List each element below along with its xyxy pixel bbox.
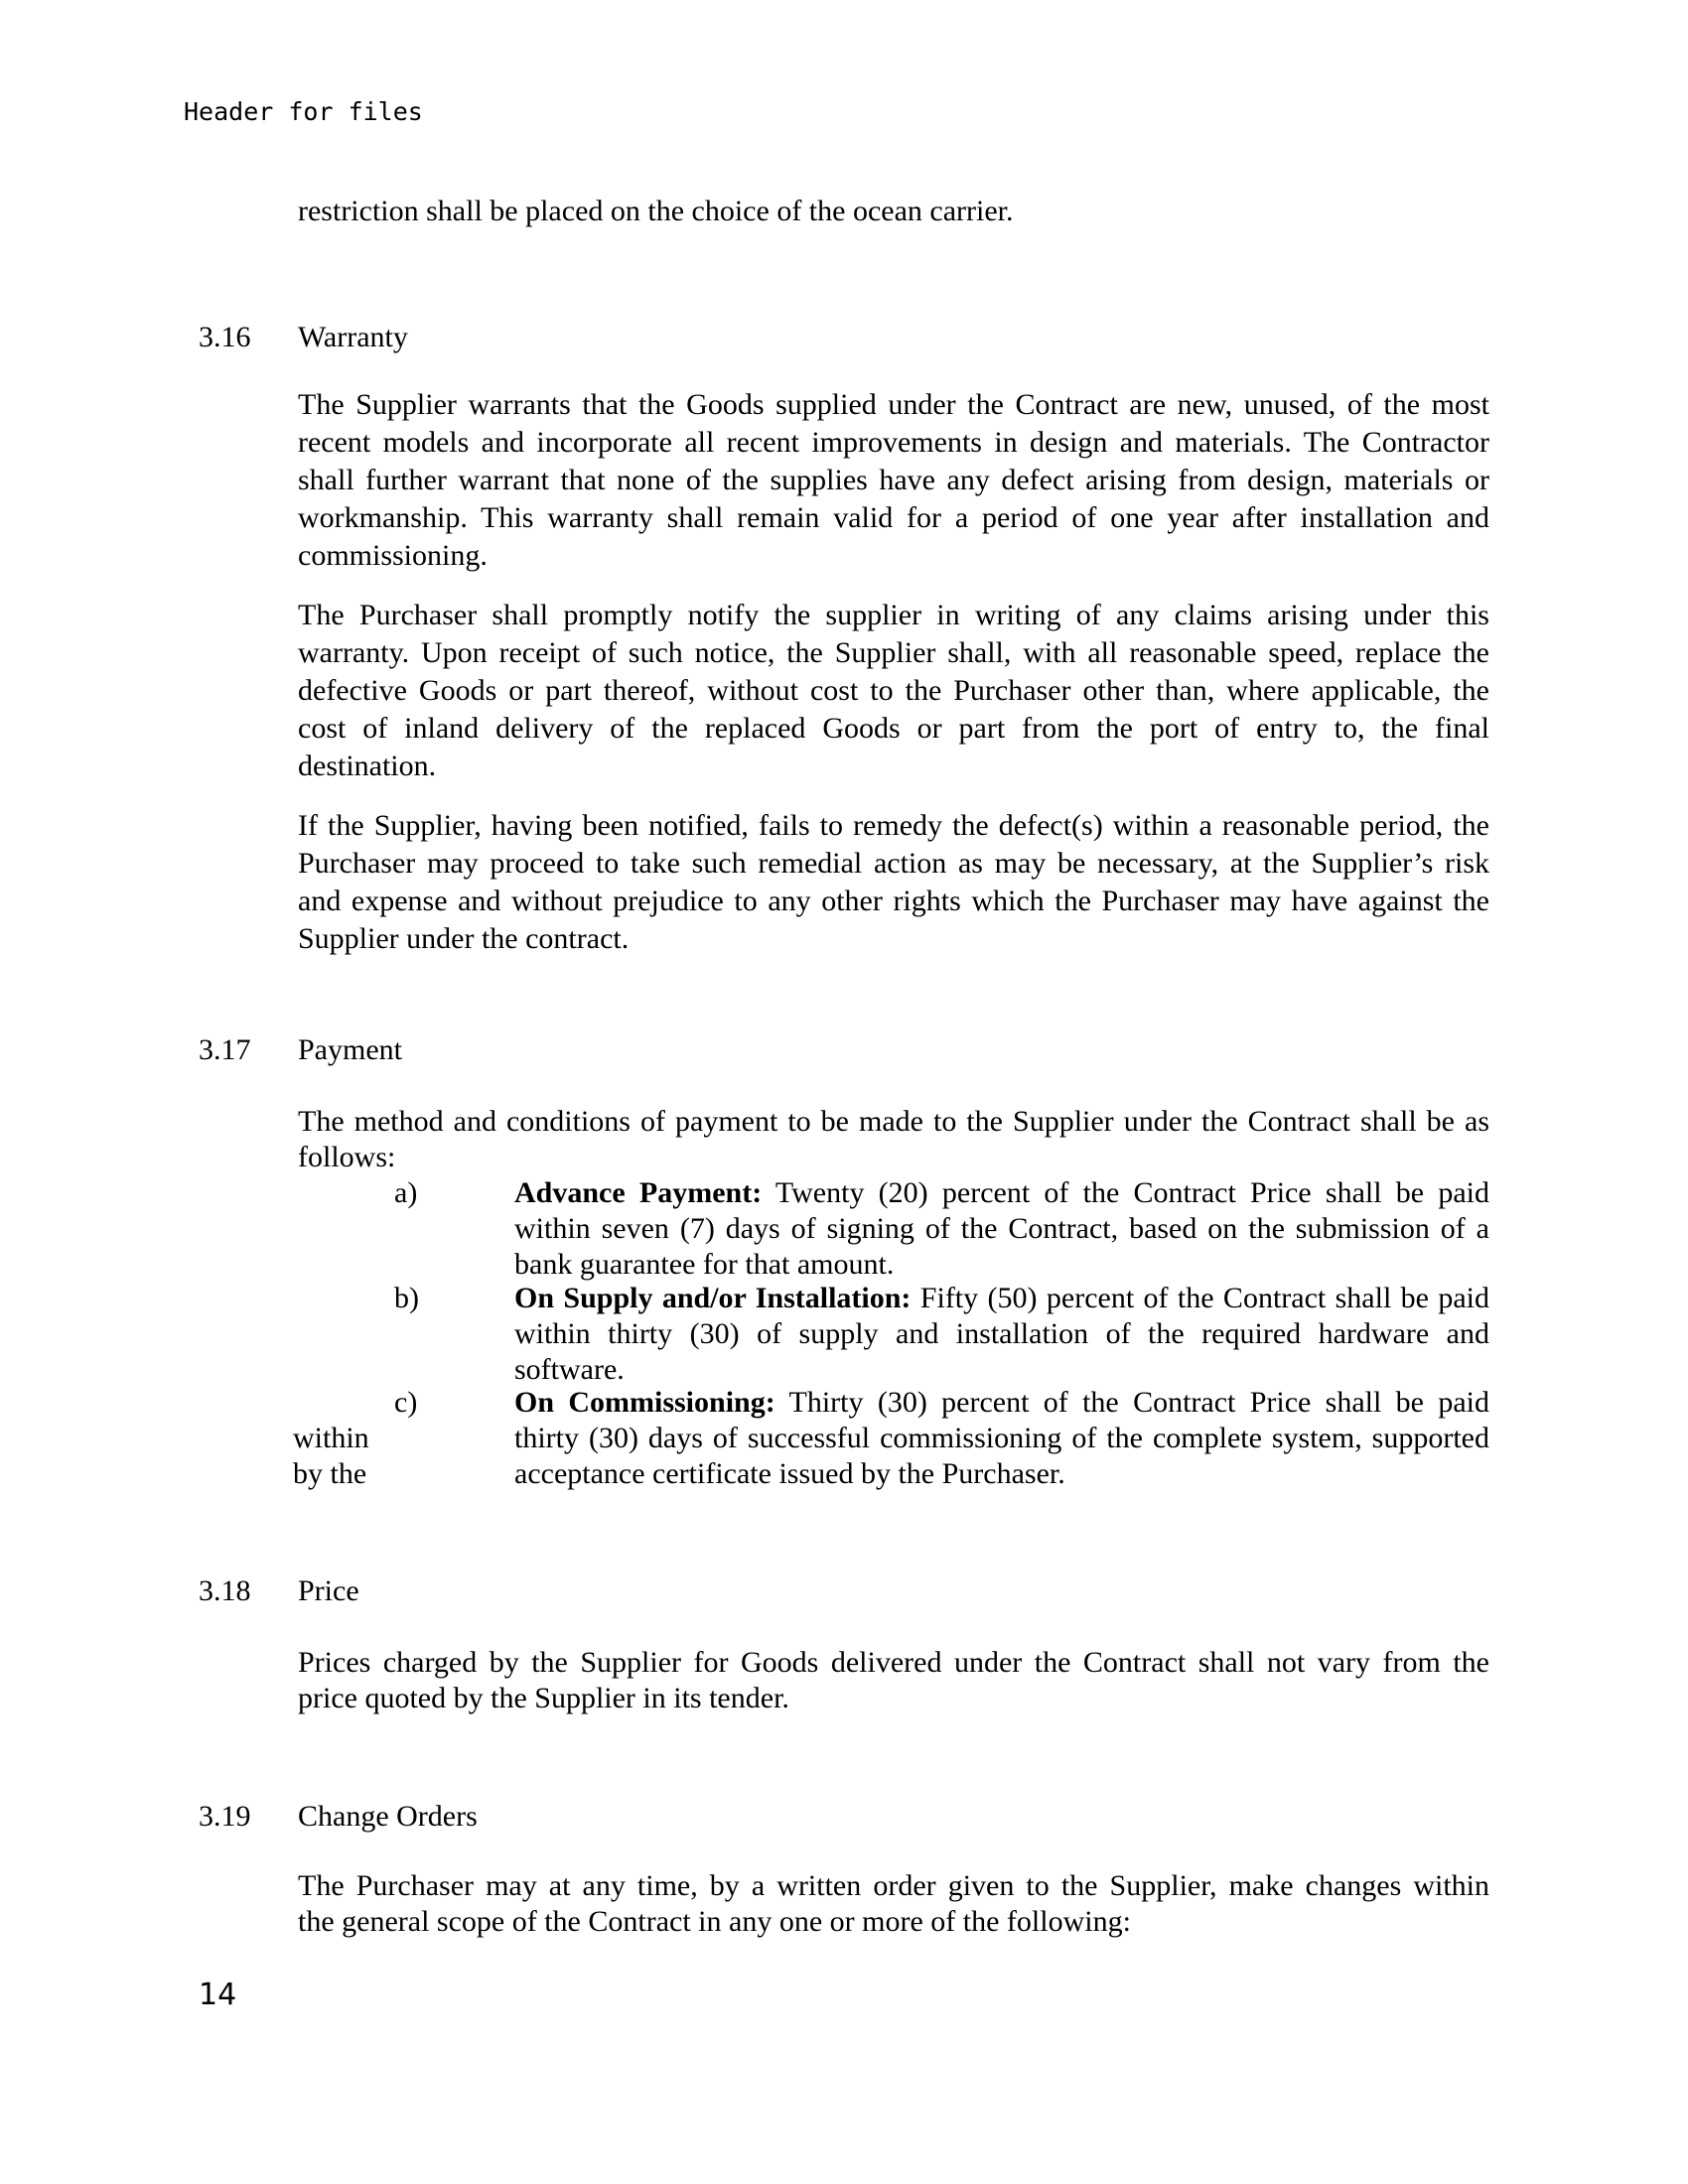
text-line: cost of inland delivery of the replaced Goods or part from the port of entry to, the final <box>298 712 1489 745</box>
paragraph <box>298 1645 1489 1716</box>
list-item-text <box>514 1281 1489 1388</box>
section-number: 3.17 <box>199 1033 251 1066</box>
text-line: the general scope of the Contract in any one or more of the following: <box>298 1905 1131 1938</box>
list-marker: a) <box>394 1176 418 1209</box>
text-line: bank guarantee for that amount. <box>514 1248 895 1281</box>
section-title: Payment <box>298 1033 402 1066</box>
list-item-first-line: Fifty (50) percent of the Contract shall be paid <box>919 1282 1490 1314</box>
text-line <box>514 1175 1489 1211</box>
page-number: 14 <box>199 1978 237 2012</box>
text-line: workmanship. This warranty shall remain valid for a period of one year after installation and <box>298 501 1489 534</box>
list-marker: b) <box>394 1282 419 1314</box>
page-header-text: Header for files <box>184 97 423 126</box>
section-title: Price <box>298 1574 359 1607</box>
section-number: 3.19 <box>199 1800 251 1833</box>
list-item-label: On Supply and/or Installation: <box>514 1282 912 1314</box>
list-marker: c) <box>394 1386 418 1419</box>
paragraph <box>298 1104 1489 1175</box>
text-line: price quoted by the Supplier in its tender. <box>298 1682 789 1714</box>
paragraph <box>298 386 1489 575</box>
margin-word: within <box>293 1422 369 1454</box>
continuation-paragraph: restriction shall be placed on the choice of the ocean carrier. <box>298 195 1014 227</box>
text-line: within thirty (30) of supply and installation of the required hardware and <box>514 1317 1489 1350</box>
text-line: The method and conditions of payment to be made to the Supplier under the Contract shall be as <box>298 1105 1489 1138</box>
text-line: defective Goods or part thereof, without cost to the Purchaser other than, where applicable, the <box>298 674 1489 707</box>
text-line: If the Supplier, having been notified, fails to remedy the defect(s) within a reasonable period, the <box>298 809 1489 842</box>
paragraph <box>298 807 1489 958</box>
text-line: shall further warrant that none of the supplies have any defect arising from design, materials or <box>298 464 1489 496</box>
list-item-lines <box>514 1316 1489 1388</box>
text-line: Prices charged by the Supplier for Goods delivered under the Contract shall not vary from the <box>298 1646 1489 1679</box>
text-line: within seven (7) days of signing of the Contract, based on the submission of a <box>514 1212 1489 1245</box>
section-title: Change Orders <box>298 1800 478 1833</box>
text-line: The Supplier warrants that the Goods supplied under the Contract are new, unused, of the most <box>298 388 1489 421</box>
list-item-text <box>514 1175 1489 1283</box>
list-item-label: Advance Payment: <box>514 1176 763 1209</box>
text-line: recent models and incorporate all recent improvements in design and materials. The Contractor <box>298 426 1489 459</box>
list-item-first-line: Twenty (20) percent of the Contract Price shall be paid <box>774 1176 1489 1209</box>
section-number: 3.18 <box>199 1574 251 1607</box>
text-line: destination. <box>298 750 437 782</box>
text-line <box>514 1385 1489 1421</box>
list-item-text <box>514 1385 1489 1492</box>
text-line: thirty (30) days of successful commissioning of the complete system, supported <box>514 1422 1489 1454</box>
section-title: Warranty <box>298 321 408 353</box>
text-line <box>514 1281 1489 1316</box>
text-line: Supplier under the contract. <box>298 922 630 955</box>
section-number: 3.16 <box>199 321 251 353</box>
text-line: The Purchaser shall promptly notify the supplier in writing of any claims arising under this <box>298 599 1489 631</box>
text-line: acceptance certificate issued by the Purchaser. <box>514 1457 1065 1490</box>
text-line: The Purchaser may at any time, by a written order given to the Supplier, make changes within <box>298 1869 1489 1902</box>
list-item-label: On Commissioning: <box>514 1386 775 1419</box>
margin-word: by the <box>293 1457 367 1490</box>
text-line: warranty. Upon receipt of such notice, the Supplier shall, with all reasonable speed, replace the <box>298 636 1489 669</box>
text-line: Purchaser may proceed to take such remedial action as may be necessary, at the Supplier’s risk <box>298 847 1489 880</box>
list-item-lines <box>514 1211 1489 1283</box>
text-line: and expense and without prejudice to any other rights which the Purchaser may have against the <box>298 885 1489 917</box>
text-line: follows: <box>298 1141 396 1173</box>
text-line: software. <box>514 1353 625 1386</box>
list-item-first-line: Thirty (30) percent of the Contract Price shall be paid <box>788 1386 1489 1419</box>
paragraph <box>298 597 1489 785</box>
text-line: commissioning. <box>298 539 488 572</box>
paragraph <box>298 1868 1489 1940</box>
